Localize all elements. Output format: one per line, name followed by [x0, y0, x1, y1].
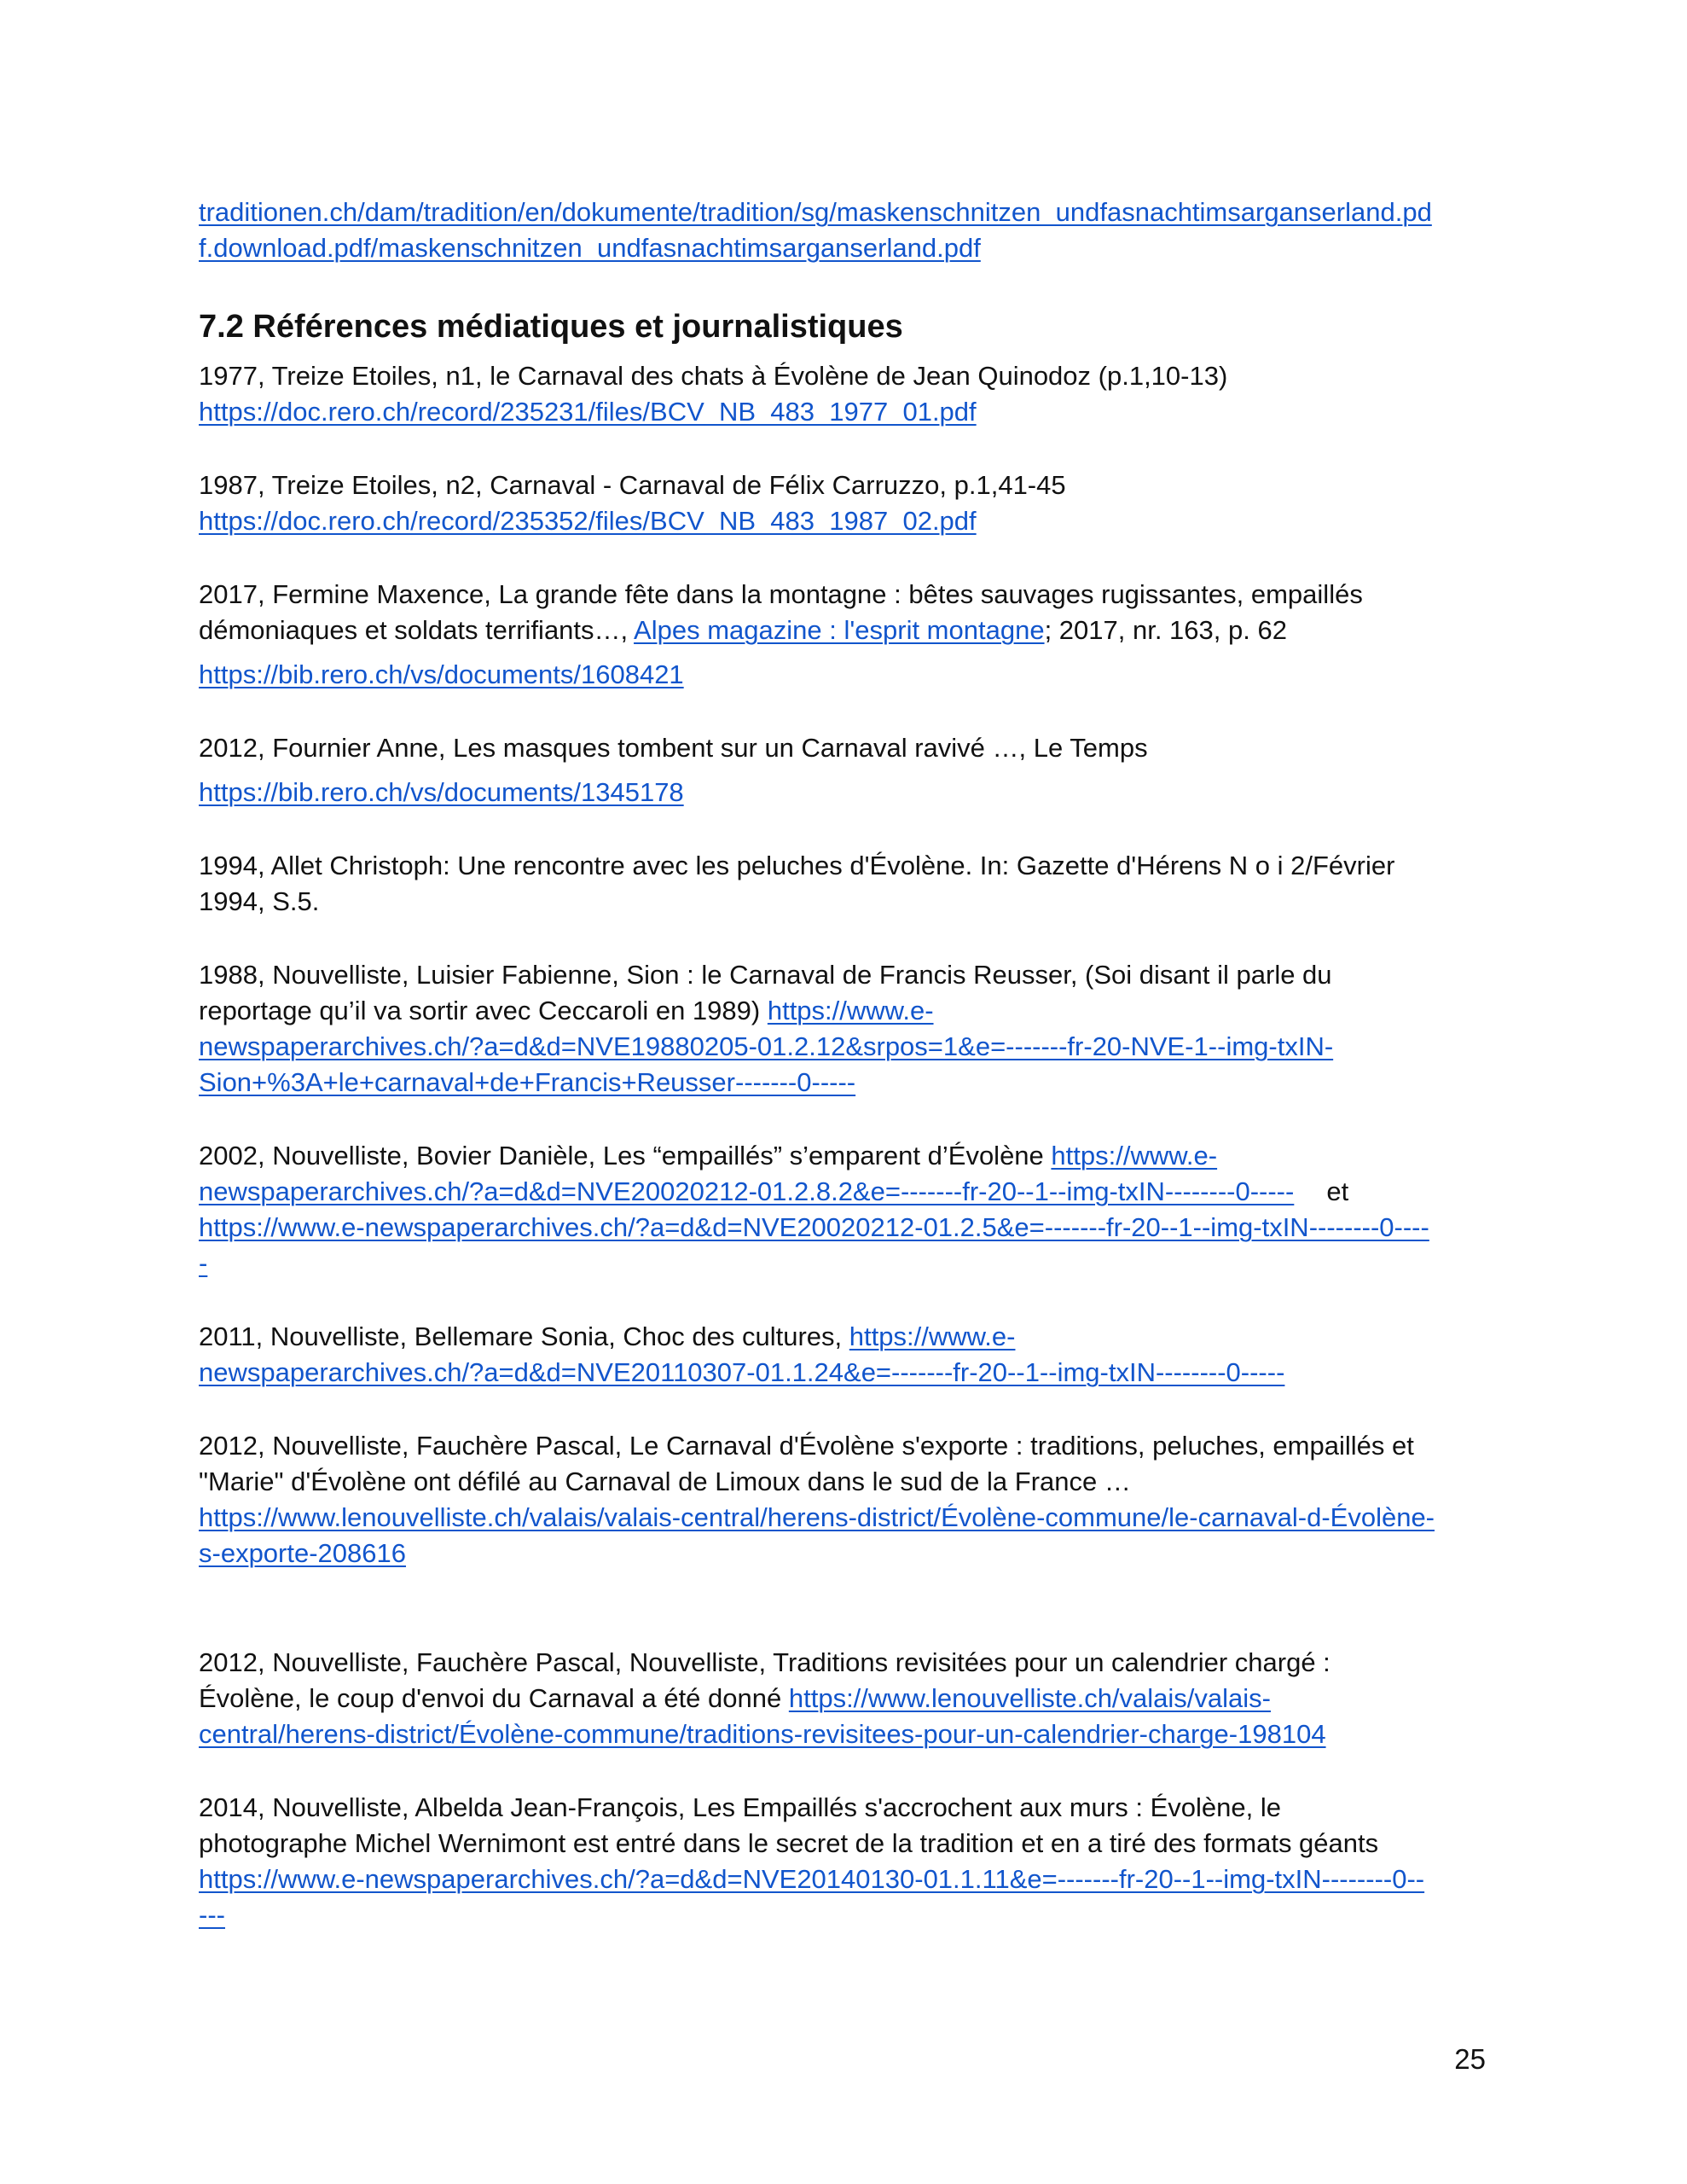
journal-link[interactable]: Alpes magazine : l'esprit montagne [634, 615, 1045, 645]
reference-text: 2012, Nouvelliste, Fauchère Pascal, Nouvelliste, Traditions revisitées pour un calendrier chargé : [199, 1647, 1330, 1677]
reference-link[interactable]: https://www.e- [767, 996, 934, 1025]
reference-link[interactable]: https://www.e-newspaperarchives.ch/?a=d&d=NVE20020212-01.2.5&e=-------fr-20--1--img-txIN--------0---- [199, 1212, 1429, 1242]
reference-link[interactable]: Sion+%3A+le+carnaval+de+Francis+Reusser-------0----- [199, 1067, 856, 1097]
reference-text [199, 1319, 1504, 1355]
reference-text: 1994, S.5. [199, 886, 320, 916]
reference-link[interactable]: https://doc.rero.ch/record/235231/files/BCV_NB_483_1977_01.pdf [199, 397, 977, 427]
reference-link[interactable]: - [199, 1248, 208, 1278]
reference-text-part: ; 2017, nr. 163, p. 62 [1044, 615, 1287, 645]
conjunction-text: et [1326, 1176, 1349, 1206]
reference-link[interactable]: central/herens-district/Évolène-commune/traditions-revisitees-pour-un-calendrier-charge-198104 [199, 1719, 1326, 1749]
reference-entry [199, 1428, 1504, 1571]
reference-link[interactable]: https://www.lenouvelliste.ch/valais/valais-central/herens-district/Évolène-commune/le-carnaval-d-Évolène- [199, 1502, 1435, 1532]
reference-text-part: reportage qu’il va sortir avec Ceccaroli en 1989) [199, 996, 768, 1025]
reference-text: "Marie" d'Évolène ont défilé au Carnaval de Limoux dans le sud de la France … [199, 1467, 1131, 1496]
reference-link[interactable]: https://www.lenouvelliste.ch/valais/valais- [788, 1683, 1271, 1713]
reference-text-part: Évolène, le coup d'envoi du Carnaval a été donné [199, 1683, 789, 1713]
reference-link[interactable]: https://bib.rero.ch/vs/documents/1608421 [199, 659, 684, 689]
reference-entry [199, 1790, 1504, 1933]
reference-text: 2014, Nouvelliste, Albelda Jean-François, Les Empaillés s'accrochent aux murs : Évolène, le [199, 1792, 1281, 1822]
reference-link[interactable]: newspaperarchives.ch/?a=d&d=NVE20110307-01.1.24&e=-------fr-20--1--img-txIN--------0----- [199, 1357, 1285, 1387]
document-page [199, 195, 1504, 1933]
reference-link[interactable]: newspaperarchives.ch/?a=d&d=NVE19880205-01.2.12&srpos=1&e=-------fr-20-NVE-1--img-txIN- [199, 1031, 1334, 1061]
reference-entry [199, 1138, 1504, 1281]
reference-entry [199, 957, 1504, 1101]
reference-text [199, 1138, 1504, 1174]
page-number: 25 [1454, 2043, 1486, 2075]
reference-link[interactable]: s-exporte-208616 [199, 1538, 406, 1568]
reference-link[interactable]: https://bib.rero.ch/vs/documents/1345178 [199, 777, 684, 807]
reference-entry [199, 1319, 1504, 1391]
reference-text: 1977, Treize Etoiles, n1, le Carnaval des chats à Évolène de Jean Quinodoz (p.1,10-13) [199, 361, 1228, 391]
reference-link[interactable]: f.download.pdf/maskenschnitzen_undfasnachtimsarganserland.pdf [199, 233, 981, 263]
reference-entry [199, 577, 1504, 693]
reference-entry [199, 730, 1504, 810]
reference-link[interactable]: https://www.e- [849, 1321, 1016, 1351]
reference-text-part: démoniaques et soldats terrifiants…, [199, 615, 635, 645]
reference-link[interactable]: newspaperarchives.ch/?a=d&d=NVE20020212-01.2.8.2&e=-------fr-20--1--img-txIN--------0----- [199, 1176, 1295, 1206]
reference-text-part: 2011, Nouvelliste, Bellemare Sonia, Choc des cultures, [199, 1321, 849, 1351]
reference-text-part: 2002, Nouvelliste, Bovier Danièle, Les “empaillés” s’emparent d’Évolène [199, 1141, 1052, 1170]
reference-link[interactable]: --- [199, 1900, 225, 1930]
reference-link[interactable]: traditionen.ch/dam/tradition/en/dokumente/tradition/sg/maskenschnitzen_undfasnachtimsarganserland.pd [199, 197, 1432, 227]
reference-text: photographe Michel Wernimont est entré dans le secret de la tradition et en a tiré des formats géants [199, 1828, 1379, 1858]
reference-entry [199, 848, 1504, 920]
reference-text [199, 993, 1504, 1029]
reference-link[interactable]: https://www.e- [1051, 1141, 1218, 1170]
reference-entry [199, 358, 1504, 430]
section-heading: 7.2 Références médiatiques et journalistiques [199, 309, 903, 345]
reference-text: 2012, Nouvelliste, Fauchère Pascal, Le Carnaval d'Évolène s'exporte : traditions, peluches, empaillés et [199, 1431, 1414, 1461]
reference-text: 1987, Treize Etoiles, n2, Carnaval - Carnaval de Félix Carruzzo, p.1,41-45 [199, 470, 1066, 500]
reference-text [199, 613, 1504, 648]
reference-text: 1988, Nouvelliste, Luisier Fabienne, Sion : le Carnaval de Francis Reusser, (Soi disant il parle du [199, 960, 1332, 990]
reference-text: 2012, Fournier Anne, Les masques tombent sur un Carnaval ravivé …, Le Temps [199, 733, 1148, 763]
reference-link[interactable]: https://doc.rero.ch/record/235352/files/BCV_NB_483_1987_02.pdf [199, 506, 977, 536]
reference-text: 2017, Fermine Maxence, La grande fête dans la montagne : bêtes sauvages rugissantes, empaillés [199, 579, 1363, 609]
reference-entry [199, 1645, 1504, 1752]
reference-text: 1994, Allet Christoph: Une rencontre avec les peluches d'Évolène. In: Gazette d'Hérens N o i 2/Février [199, 851, 1395, 880]
reference-link[interactable]: https://www.e-newspaperarchives.ch/?a=d&d=NVE20140130-01.1.11&e=-------fr-20--1--img-txIN--------0-- [199, 1864, 1425, 1894]
reference-entry [199, 468, 1504, 539]
reference-text [199, 1681, 1504, 1716]
continued-reference-link [199, 195, 1504, 266]
